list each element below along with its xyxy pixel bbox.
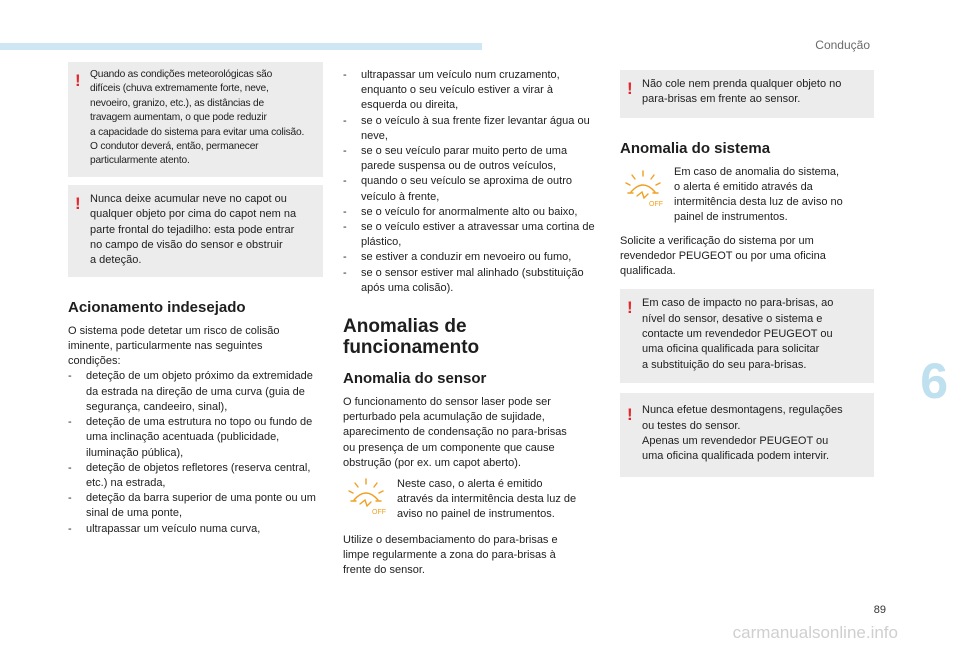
warning-icon: !: [75, 71, 81, 90]
warning-icon: !: [627, 405, 633, 425]
page-number: 89: [873, 604, 886, 616]
section-title: Condução: [815, 38, 870, 52]
heading-malfunctions: Anomalias de funcionamento: [343, 316, 480, 359]
list-item: - quando o seu veículo se aproxima de outro veículo à frente,: [343, 174, 599, 204]
collision-alert-off-icon: [620, 169, 666, 209]
watermark: carmanualsonline.info: [732, 623, 898, 642]
list-item: - se estiver a conduzir em nevoeiro ou fumo,: [343, 250, 599, 265]
heading-sensor-fault: Anomalia do sensor: [343, 370, 487, 388]
warning-box: [620, 289, 874, 383]
column-2: [343, 68, 599, 584]
warning-box: [68, 185, 323, 277]
warning-icon: !: [75, 193, 81, 213]
warning-light-row: [343, 477, 599, 523]
warning-text: Nunca efetue desmontagens, regulações ou testes do sensor. Apenas um revendedor PEUGEOT ou uma oficina qualificada podem intervir.: [642, 404, 843, 463]
condition-list: [68, 369, 323, 536]
warning-box: [68, 62, 323, 177]
header-bar: [0, 43, 482, 50]
svg-text:OFF: OFF: [649, 200, 663, 208]
warning-box: [620, 393, 874, 477]
warning-box: [620, 70, 874, 118]
list-item: - deteção de um objeto próximo da extremidade da estrada na direção de uma curva (guia de segurança, candeeiro, sinal),: [68, 369, 323, 415]
list-item: - se o sensor estiver mal alinhado (substituição após uma colisão).: [343, 266, 599, 296]
list-item: - se o veículo à sua frente fizer levantar água ou neve,: [343, 114, 599, 144]
list-item: - se o veículo estiver a atravessar uma cortina de plástico,: [343, 220, 599, 250]
column-1: [68, 62, 323, 537]
heading-unwanted-activation: Acionamento indesejado: [68, 298, 246, 316]
list-item: - se o seu veículo parar muito perto de uma parede suspensa ou de outros veículos,: [343, 144, 599, 174]
column-3: [620, 70, 874, 485]
list-item: - ultrapassar um veículo num cruzamento, enquanto o seu veículo estiver a virar à esquerda ou direita,: [343, 68, 599, 114]
sensor-fault-text: O funcionamento do sensor laser pode ser perturbado pela acumulação de sujidade, aparecimento de condensação no para-brisas ou presença de um componente que cause obstrução (por ex. um capot aberto).: [343, 396, 567, 469]
list-item: - deteção de objetos refletores (reserva central, etc.) na estrada,: [68, 461, 323, 491]
warning-text: Não cole nem prenda qualquer objeto no para-brisas em frente ao sensor.: [642, 78, 842, 106]
list-item: - ultrapassar um veículo numa curva,: [68, 522, 323, 537]
list-item: - se o veículo for anormalmente alto ou baixo,: [343, 205, 599, 220]
warning-icon: !: [627, 298, 633, 318]
warning-text: Em caso de impacto no para-brisas, ao nível do sensor, desative o sistema e contacte um revendedor PEUGEOT ou uma oficina qualificada para solicitar a substituição do seu para-brisas.: [642, 297, 834, 371]
collision-alert-off-icon: [343, 477, 389, 517]
warning-text: Nunca deixe acumular neve no capot ou qualquer objeto por cima do capot nem na parte frontal do tejadilho: esta pode entrar no campo de visão do sensor e obstruir a deteção.: [90, 192, 297, 267]
condition-list: [343, 68, 599, 296]
chapter-number: 6: [920, 353, 948, 409]
list-item: - deteção da barra superior de uma ponte ou um sinal de uma ponte,: [68, 491, 323, 521]
svg-text:OFF: OFF: [372, 509, 386, 517]
list-item: - deteção de uma estrutura no topo ou fundo de uma inclinação acentuada (publicidade, iluminação pública),: [68, 415, 323, 461]
warning-light-text: Em caso de anomalia do sistema, o alerta é emitido através da intermitência desta luz de aviso no painel de instrumentos.: [674, 165, 843, 224]
warning-light-text: Neste caso, o alerta é emitido através da intermitência desta luz de aviso no painel de instrumentos.: [397, 478, 577, 521]
sensor-advice-text: Utilize o desembaciamento do para-brisas e limpe regularmente a zona do para-brisas à frente do sensor.: [343, 533, 558, 577]
system-advice-text: Solicite a verificação do sistema por um revendedor PEUGEOT ou por uma oficina qualificada.: [620, 234, 826, 278]
warning-text: Quando as condições meteorológicas são difíceis (chuva extremamente forte, neve, nevoeiro, granizo, etc.), as distâncias de travagem aumentam, o que pode reduzir a capacidade do sistema para evitar uma colisão. O condutor deverá, então, permanecer particularmente atento.: [90, 69, 305, 167]
warning-light-row: [620, 165, 874, 226]
intro-text: O sistema pode detetar um risco de colisão iminente, particularmente nas seguintes condições:: [68, 324, 280, 368]
heading-system-fault: Anomalia do sistema: [620, 139, 771, 157]
warning-icon: !: [627, 79, 633, 98]
